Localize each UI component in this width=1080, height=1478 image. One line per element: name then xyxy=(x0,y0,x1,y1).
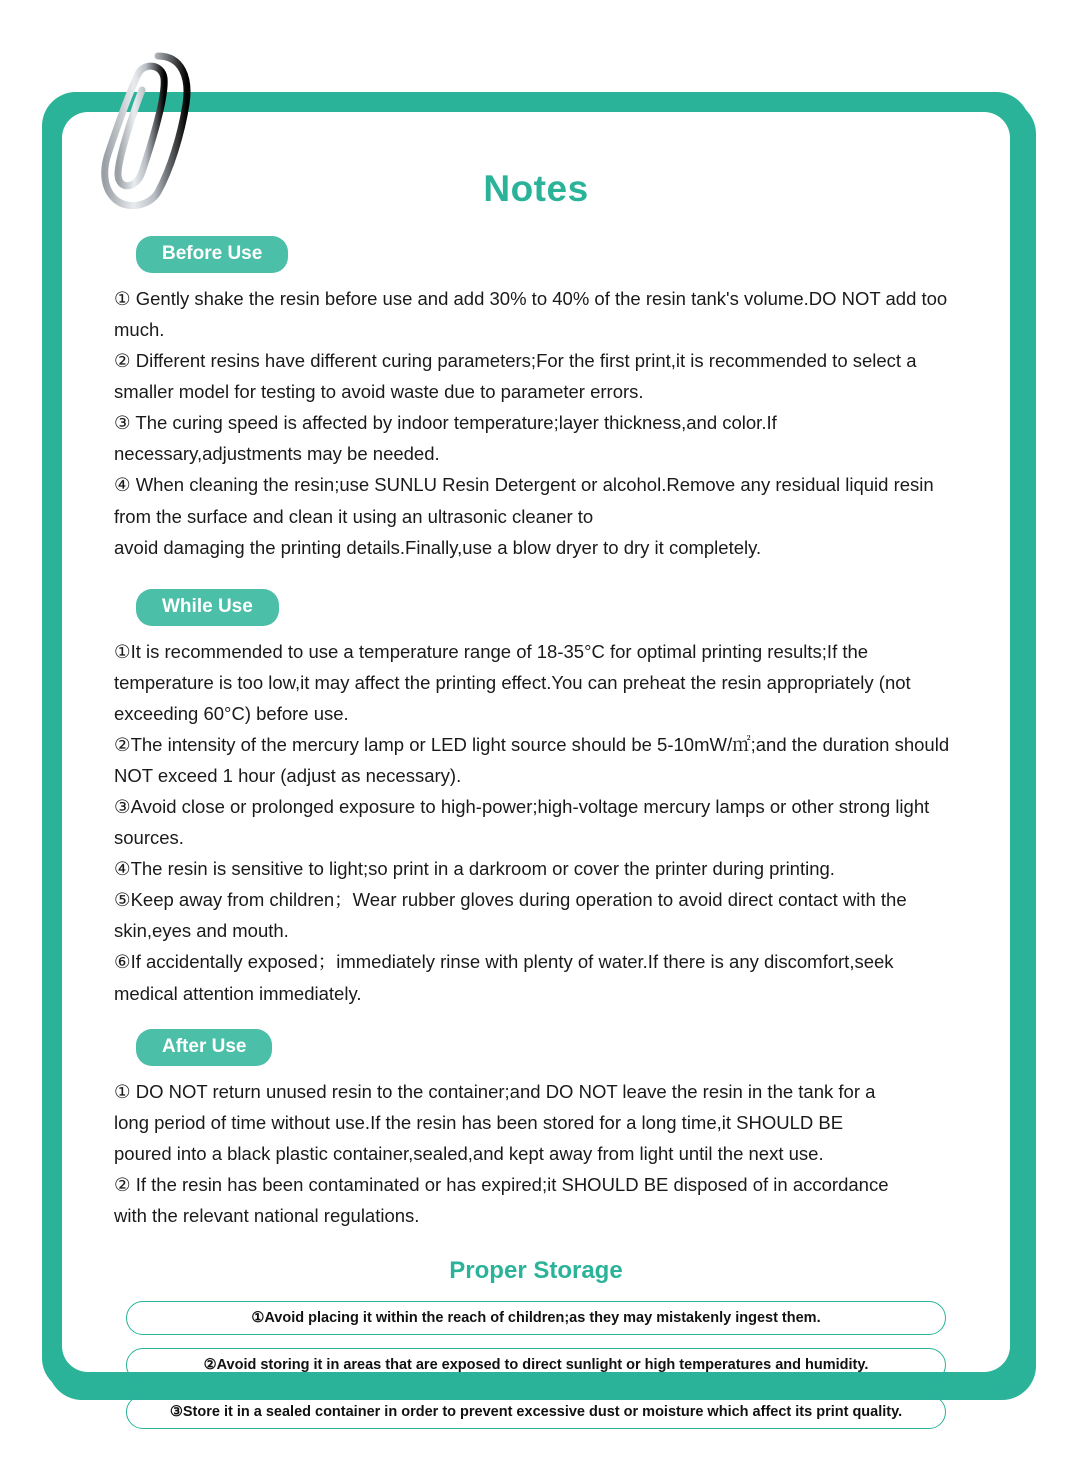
section-heading-wrap xyxy=(108,1029,964,1066)
paragraph: long period of time without use.If the resin has been stored for a long time,it SHOULD BE xyxy=(114,1111,844,1133)
storage-item: ①Avoid placing it within the reach of children;as they may mistakenly ingest them. xyxy=(126,1301,946,1335)
paragraph: ②The intensity of the mercury lamp or LED light source should be 5-10mW/㎡;and the duration should NOT exceed 1 hour (adjust as necessary). xyxy=(114,733,950,787)
paragraph: with the relevant national regulations. xyxy=(114,1204,420,1226)
storage-title: Proper Storage xyxy=(449,1257,623,1285)
notes-card-content xyxy=(62,112,1010,1421)
paragraph: ③ The curing speed is affected by indoor temperature;layer thickness,and color.If necessary,adjustments may be needed. xyxy=(114,412,777,465)
section-body-before-use xyxy=(112,283,964,563)
paragraph: ④The resin is sensitive to light;so print in a darkroom or cover the printer during printing. xyxy=(114,858,835,880)
paragraph: ⑤Keep away from children；Wear rubber gloves during operation to avoid direct contact with the skin,eyes and mouth. xyxy=(114,889,907,942)
paragraph: ① DO NOT return unused resin to the container;and DO NOT leave the resin in the tank for a xyxy=(114,1080,876,1102)
section-heading-while-use: While Use xyxy=(136,589,279,626)
paragraph: ① Gently shake the resin before use and add 30% to 40% of the resin tank's volume.DO NOT add too much. xyxy=(114,288,948,341)
paragraph: ② Different resins have different curing parameters;For the first print,it is recommended to select a smaller model for testing to avoid waste due to parameter errors. xyxy=(114,350,917,403)
section-before-use xyxy=(108,236,964,563)
paragraph: ③Avoid close or prolonged exposure to high-power;high-voltage mercury lamps or other strong light sources. xyxy=(114,796,930,849)
section-while-use xyxy=(108,589,964,1009)
section-after-use xyxy=(108,1029,964,1231)
paragraph: avoid damaging the printing details.Finally,use a blow dryer to dry it completely. xyxy=(114,536,762,558)
storage-item: ②Avoid storing it in areas that are exposed to direct sunlight or high temperatures and humidity. xyxy=(126,1348,946,1382)
paragraph: ④ When cleaning the resin;use SUNLU Resin Detergent or alcohol.Remove any residual liquid resin from the surface and clean it using an ultrasonic cleaner to xyxy=(114,474,934,527)
paragraph: ①It is recommended to use a temperature range of 18-35°C for optimal printing results;If the temperature is too low,it may affect the printing effect.You can preheat the resin appropriately (not exceeding 60°C) before use. xyxy=(114,640,911,724)
storage-item: ③Store it in a sealed container in order to prevent excessive dust or moisture which affect its print quality. xyxy=(126,1395,946,1429)
section-body-after-use xyxy=(112,1076,964,1231)
section-heading-wrap xyxy=(108,236,964,273)
section-heading-wrap xyxy=(108,589,964,626)
paragraph: poured into a black plastic container,sealed,and kept away from light until the next use. xyxy=(114,1142,824,1164)
section-body-while-use xyxy=(112,636,964,1009)
page-title: Notes xyxy=(483,168,589,209)
section-proper-storage xyxy=(108,1257,964,1429)
section-heading-before-use: Before Use xyxy=(136,236,288,273)
paragraph: ② If the resin has been contaminated or has expired;it SHOULD BE disposed of in accordance xyxy=(114,1173,889,1195)
section-heading-after-use: After Use xyxy=(136,1029,272,1066)
paperclip-icon xyxy=(78,34,198,214)
paragraph: ⑥If accidentally exposed；immediately rinse with plenty of water.If there is any discomfort,seek medical attention immediately. xyxy=(114,951,894,1004)
